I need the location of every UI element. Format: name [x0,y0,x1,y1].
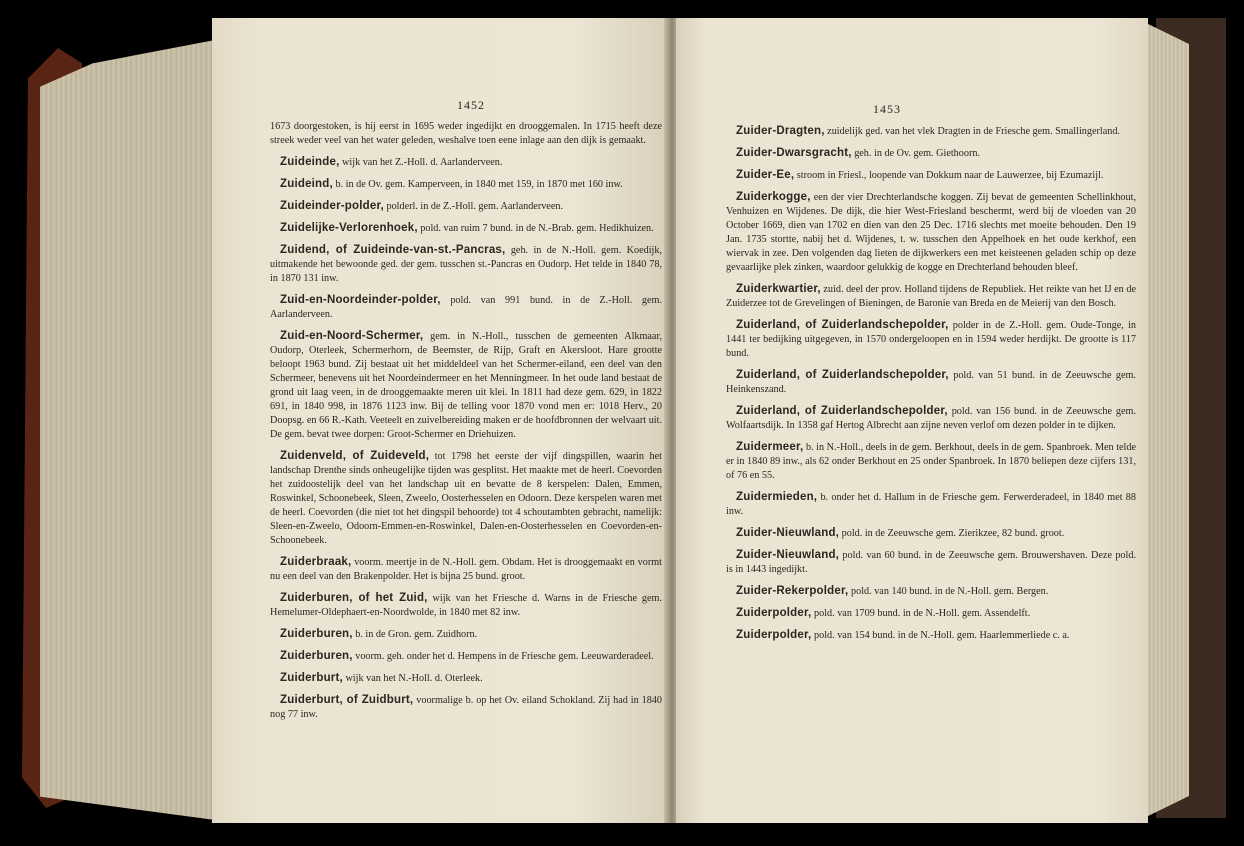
dictionary-entry [270,177,662,192]
entry-headword: Zuiderburen, [280,628,353,640]
entry-text: een der vier Drechterlandsche koggen. Zij bevat de gemeenten Schellinkhout, Venhuizen en Wijdenes. De dijk, die hier West-Friesland beschermt, werd bij de vloeden van 20 October 1669, dien van 1702 en dien van den 25 Dec. 1716 slechts met moeite behouden. Den 19 Jan. 1735 stortte, nabij het d. Wijdenes, t. w. tusschen den Appelhoek en het oude kerkhof, een wiervak in zee. Den volgenden dag lieten de dijkwerkers een met keisteenen geladen schip op deze gevaarlijke plek zinken, waardoor gelukkig de kogge en Drechterland behouden bleef. [726,192,1136,273]
entry-headword: Zuider-Nieuwland, [736,527,840,539]
entry-text: b. in N.-Holl., deels in de gem. Berkhout, deels in de gem. Spanbroek. Men telde er in 1840 89 inw., als 62 onder Berkhout en 25 onder Spanbroek. In 1870 beliepen deze cijfers 131, of 76 en 55. [726,442,1136,481]
entry-text: pold. in de Zeeuwsche gem. Zierikzee, 82 bund. groot. [839,528,1065,539]
dictionary-entry [726,168,1136,183]
dictionary-entry [726,606,1136,621]
entry-text: tot 1798 het eerste der vijf dingspillen, waarin het landschap Drenthe sinds onheugelijke tijden was gesplitst. Het maakte met de heerl. Coevorden het zuidoostelijk deel van het landschap uit en bevatte de 8 kerspelen: Dalen, Emmen, Roswinkel, Schoonebeek, Sleen, Zweelo, Oosterhesselen en Odoorn. Deze kerspelen waren met de heerl. Coevorden (die niet tot het dingspil behoorde) tot 4 schoutambten gebracht, namelijk: Sleen-en-Zweelo, Odoorn-Emmen-en-Roswinkel, Dalen-en-Oosterhesselen en Coevorden-en-Schoonebeek. [270,451,662,546]
entry-text: pold. van ruim 7 bund. in de N.-Brab. gem. Hedikhuizen. [417,223,654,234]
entry-text: zuid. deel der prov. Holland tijdens de Republiek. Het reikte van het IJ en de Zuiderzee tot de Grevelingen of Bieningen, de Baronie van Breda en de Meierij van den Bosch. [726,284,1136,309]
entry-headword: Zuiderland, of Zuiderlandschepolder, [736,405,948,417]
entry-headword: Zuid-en-Noord-Schermer, [280,330,424,342]
dictionary-entry [270,155,662,170]
dictionary-entry [270,591,662,620]
entry-text: geh. in de Ov. gem. Giethoorn. [851,148,980,159]
entry-text: wijk van het Friesche d. Warns in de Friesche gem. Hemelumer-Oldephaert-en-Noordwolde, in 1840 met 82 inw. [270,593,662,618]
dictionary-entry [270,120,662,148]
dictionary-entry [270,243,662,286]
entry-text: zuidelijk ged. van het vlek Dragten in de Friesche gem. Smallingerland. [824,126,1120,137]
entry-text: b. onder het d. Hallum in de Friesche gem. Ferwerderadeel, in 1840 met 88 inw. [726,492,1136,517]
dictionary-entry [726,584,1136,599]
entry-text: geh. in de N.-Holl. gem. Koedijk, uitmakende het bewoonde ged. der gem. tusschen st.-Pancras en Oudorp. Het telde in 1840 78, in 1870 131 inw. [270,245,662,284]
dictionary-entry [726,282,1136,311]
entry-headword: Zuider-Ee, [736,169,795,181]
dictionary-entry [270,293,662,322]
dictionary-entry [270,671,662,686]
entry-headword: Zuidermieden, [736,491,818,503]
right-column [726,124,1136,650]
entry-text: polderl. in de Z.-Holl. gem. Aarlanderveen. [383,201,563,212]
page-stack-left [40,40,215,820]
left-page [212,18,668,823]
entry-text: polder in de Z.-Holl. gem. Oude-Tonge, in 1441 ter bedijking uitgegeven, in 1570 ondergeloopen en in 1594 weder herdijkt. De grootte is 117 bund. [726,320,1136,359]
entry-text: pold. van 1709 bund. in de N.-Holl. gem. Assendelft. [811,608,1031,619]
entry-text: voorm. geh. onder het d. Hempens in de Friesche gem. Leeuwarderadeel. [352,651,654,662]
entry-text: pold. van 991 bund. in de Z.-Holl. gem. Aarlanderveen. [270,295,662,320]
entry-headword: Zuiderburt, [280,672,343,684]
dictionary-entry [270,199,662,214]
dictionary-entry [270,693,662,722]
entry-text: wijk van het Z.-Holl. d. Aarlanderveen. [339,157,503,168]
entry-headword: Zuiderkwartier, [736,283,821,295]
entry-headword: Zuiderpolder, [736,607,812,619]
dictionary-entry [726,146,1136,161]
page-number-left: 1452 [457,98,485,112]
entry-text: gem. in N.-Holl., tusschen de gemeenten Alkmaar, Oudorp, Oterleek, Schermerhorn, de Beemster, de Rijp, Graft en Akersloot. Hare grootte beloopt 1963 bund. Zij bestaat uit het middeldeel van het Schermer-eiland, een deel van den Schermeer, benevens uit het Noordeindermeer en het Menningmeer. In het oude land bestaat de grond uit laag veen, in de drooggemaakte meren uit klei. In 1811 had deze gem. 629, in 1822 691, in 1840 998, in 1876 1123 inw. Bij de telling voor 1870 vond men er: 1018 Herv., 20 Doopsg. en 66 R.-Kath. Veeteelt en zuivelbereiding maken er de hoofdbronnen der welvaart uit. De gem. bevat twee dorpen: Groot-Schermer en Driehuizen. [270,331,662,440]
dictionary-entry [270,555,662,584]
entry-headword: Zuiderland, of Zuiderlandschepolder, [736,319,949,331]
dictionary-entry [270,627,662,642]
entry-headword: Zuiderkogge, [736,191,811,203]
page-number-right: 1453 [873,102,901,116]
entry-headword: Zuiderland, of Zuiderlandschepolder, [736,369,949,381]
entry-text: 1673 doorgestoken, is hij eerst in 1695 weder ingedijkt en drooggemalen. In 1715 heeft deze streek weder veel van het water geleden, weshalve toen eene inlage aan den dijk is gemaakt. [270,121,662,146]
entry-headword: Zuider-Dragten, [736,125,825,137]
entry-headword: Zuiderburt, of Zuidburt, [280,694,414,706]
dictionary-entry [726,190,1136,275]
entry-text: pold. van 60 bund. in de Zeeuwsche gem. Brouwershaven. Deze pold. is in 1443 ingedijkt. [726,550,1136,575]
entry-text: pold. van 140 bund. in de N.-Holl. gem. Bergen. [848,586,1049,597]
entry-headword: Zuiderbraak, [280,556,352,568]
left-column [270,120,662,729]
dictionary-entry [726,526,1136,541]
entry-text: voorm. meertje in de N.-Holl. gem. Obdam. Het is drooggemaakt en vormt nu een deel van den Brakenpolder. Het is bijna 25 bund. groot. [270,557,662,582]
entry-headword: Zuiderpolder, [736,629,812,641]
entry-text: voormalige b. op het Ov. eiland Schokland. Zij had in 1840 nog 77 inw. [270,695,662,720]
entry-headword: Zuidelijke-Verlorenhoek, [280,222,418,234]
entry-headword: Zuider-Dwarsgracht, [736,147,852,159]
entry-headword: Zuider-Rekerpolder, [736,585,849,597]
entry-headword: Zuidenveld, of Zuideveld, [280,450,430,462]
dictionary-entry [726,440,1136,483]
dictionary-entry [726,404,1136,433]
dictionary-entry [270,449,662,548]
entry-text: b. in de Gron. gem. Zuidhorn. [352,629,478,640]
entry-headword: Zuiderburen, of het Zuid, [280,592,428,604]
entry-text: wijk van het N.-Holl. d. Oterleek. [342,673,483,684]
dictionary-entry [726,368,1136,397]
right-page [676,18,1148,823]
dictionary-entry [270,329,662,442]
dictionary-entry [726,548,1136,577]
entry-headword: Zuideind, [280,178,333,190]
dictionary-entry [726,124,1136,139]
dictionary-entry [726,628,1136,643]
entry-text: pold. van 154 bund. in de N.-Holl. gem. Haarlemmerliede c. a. [811,630,1070,641]
entry-text: stroom in Friesl., loopende van Dokkum naar de Lauwerzee, bij Ezumazijl. [794,170,1104,181]
dictionary-entry [270,649,662,664]
entry-headword: Zuideinder-polder, [280,200,384,212]
entry-headword: Zuidermeer, [736,441,804,453]
entry-text: pold. van 51 bund. in de Zeeuwsche gem. Heinkenszand. [726,370,1136,395]
entry-headword: Zuider-Nieuwland, [736,549,840,561]
dictionary-entry [726,490,1136,519]
entry-headword: Zuidend, of Zuideinde-van-st.-Pancras, [280,244,506,256]
entry-text: b. in de Ov. gem. Kamperveen, in 1840 met 159, in 1870 met 160 inw. [332,179,623,190]
entry-headword: Zuideinde, [280,156,340,168]
dictionary-entry [270,221,662,236]
entry-headword: Zuid-en-Noordeinder-polder, [280,294,441,306]
dictionary-entry [726,318,1136,361]
entry-headword: Zuiderburen, [280,650,353,662]
entry-text: pold. van 156 bund. in de Zeeuwsche gem. Wolfaartsdijk. In 1358 gaf Hertog Albrecht aan zijne neven verlof om dezen polder in te dijken. [726,406,1136,431]
